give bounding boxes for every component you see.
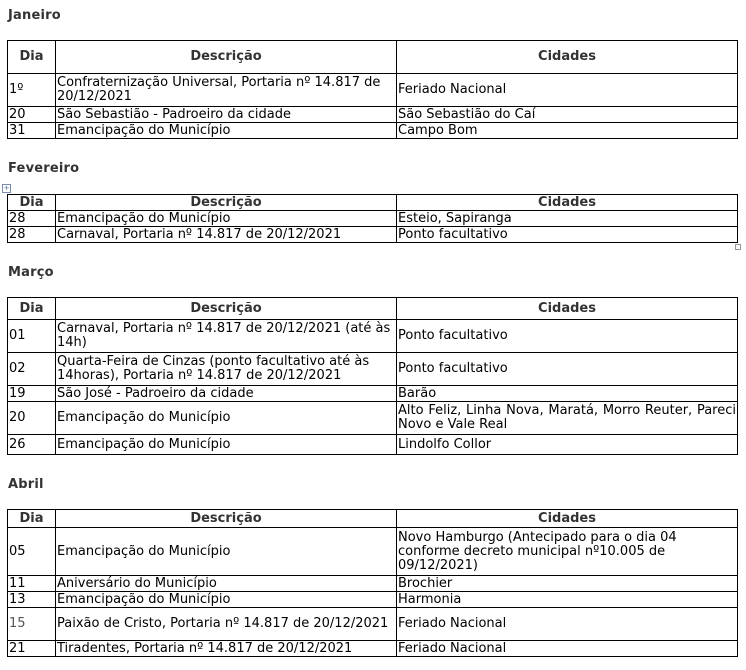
cell-descricao: Emancipação do Município — [56, 123, 397, 139]
cell-dia: 26 — [8, 435, 56, 455]
cell-descricao: Emancipação do Município — [56, 211, 397, 227]
table-marco — [7, 297, 738, 455]
table-row — [8, 592, 738, 608]
header-cidades: Cidades — [397, 195, 738, 211]
header-descricao: Descrição — [56, 510, 397, 528]
month-heading-abril: Abril — [8, 477, 44, 492]
cell-cidades: Feriado Nacional — [397, 608, 738, 641]
cell-descricao: Emancipação do Município — [56, 435, 397, 455]
cell-cidades: Barão — [397, 386, 738, 402]
table-row — [8, 402, 738, 435]
cell-descricao: Carnaval, Portaria nº 14.817 de 20/12/2021 — [56, 227, 397, 243]
table-row — [8, 353, 738, 386]
table-header-row — [8, 298, 738, 320]
header-cidades: Cidades — [397, 41, 738, 74]
cell-dia: 28 — [8, 227, 56, 243]
cell-dia: 02 — [8, 353, 56, 386]
cell-dia: 28 — [8, 211, 56, 227]
cell-cidades: Brochier — [397, 576, 738, 592]
table-row — [8, 227, 738, 243]
table-row — [8, 641, 738, 657]
header-dia: Dia — [8, 195, 56, 211]
table-abril — [7, 509, 738, 657]
cell-dia: 15 — [8, 608, 56, 641]
header-cidades: Cidades — [397, 510, 738, 528]
cell-dia: 13 — [8, 592, 56, 608]
cell-cidades: Lindolfo Collor — [397, 435, 738, 455]
table-row — [8, 435, 738, 455]
table-header-row — [8, 510, 738, 528]
cell-descricao: São Sebastião - Padroeiro da cidade — [56, 107, 397, 123]
cell-cidades: Feriado Nacional — [397, 74, 738, 107]
cell-cidades: Novo Hamburgo (Antecipado para o dia 04 conforme decreto municipal nº10.005 de 09/12/2021) — [397, 528, 738, 576]
cell-descricao: Quarta-Feira de Cinzas (ponto facultativo até às 14horas), Portaria nº 14.817 de 20/12/2021 — [56, 353, 397, 386]
cell-descricao: Tiradentes, Portaria nº 14.817 de 20/12/2021 — [56, 641, 397, 657]
month-heading-janeiro: Janeiro — [8, 8, 61, 23]
table-move-handle-icon[interactable]: + — [3, 184, 10, 192]
month-heading-marco: Março — [8, 265, 54, 280]
table-row — [8, 528, 738, 576]
cell-cidades: Ponto facultativo — [397, 353, 738, 386]
cell-dia: 01 — [8, 320, 56, 353]
cell-cidades: Harmonia — [397, 592, 738, 608]
cell-descricao: Paixão de Cristo, Portaria nº 14.817 de 20/12/2021 — [56, 608, 397, 641]
cell-descricao: Emancipação do Município — [56, 402, 397, 435]
table-row — [8, 608, 738, 641]
cell-dia: 21 — [8, 641, 56, 657]
cell-descricao: São José - Padroeiro da cidade — [56, 386, 397, 402]
month-heading-fevereiro: Fevereiro — [8, 161, 80, 176]
cell-dia: 20 — [8, 402, 56, 435]
cell-cidades: Ponto facultativo — [397, 320, 738, 353]
cell-dia: 1º — [8, 74, 56, 107]
table-row — [8, 576, 738, 592]
cell-cidades: Alto Feliz, Linha Nova, Maratá, Morro Reuter, Pareci Novo e Vale Real — [397, 402, 738, 435]
cell-cidades: Esteio, Sapiranga — [397, 211, 738, 227]
header-dia: Dia — [8, 41, 56, 74]
header-descricao: Descrição — [56, 41, 397, 74]
cell-dia: 31 — [8, 123, 56, 139]
cell-dia: 11 — [8, 576, 56, 592]
cell-dia: 20 — [8, 107, 56, 123]
table-row — [8, 74, 738, 107]
cell-descricao: Emancipação do Município — [56, 528, 397, 576]
table-fevereiro — [7, 194, 738, 243]
table-row — [8, 386, 738, 402]
header-descricao: Descrição — [56, 298, 397, 320]
header-dia: Dia — [8, 510, 56, 528]
cell-descricao: Emancipação do Município — [56, 592, 397, 608]
cell-cidades: Feriado Nacional — [397, 641, 738, 657]
header-descricao: Descrição — [56, 195, 397, 211]
table-janeiro — [7, 40, 738, 139]
table-header-row — [8, 195, 738, 211]
cell-cidades: São Sebastião do Caí — [397, 107, 738, 123]
table-row — [8, 320, 738, 353]
table-row — [8, 107, 738, 123]
table-row — [8, 211, 738, 227]
cell-cidades: Campo Bom — [397, 123, 738, 139]
table-resize-handle[interactable] — [735, 244, 741, 250]
header-dia: Dia — [8, 298, 56, 320]
header-cidades: Cidades — [397, 298, 738, 320]
cell-descricao: Carnaval, Portaria nº 14.817 de 20/12/2021 (até às 14h) — [56, 320, 397, 353]
cell-descricao: Confraternização Universal, Portaria nº 14.817 de 20/12/2021 — [56, 74, 397, 107]
cell-dia: 05 — [8, 528, 56, 576]
cell-descricao: Aniversário do Município — [56, 576, 397, 592]
cell-dia: 19 — [8, 386, 56, 402]
table-row — [8, 123, 738, 139]
cell-cidades: Ponto facultativo — [397, 227, 738, 243]
table-header-row — [8, 41, 738, 74]
